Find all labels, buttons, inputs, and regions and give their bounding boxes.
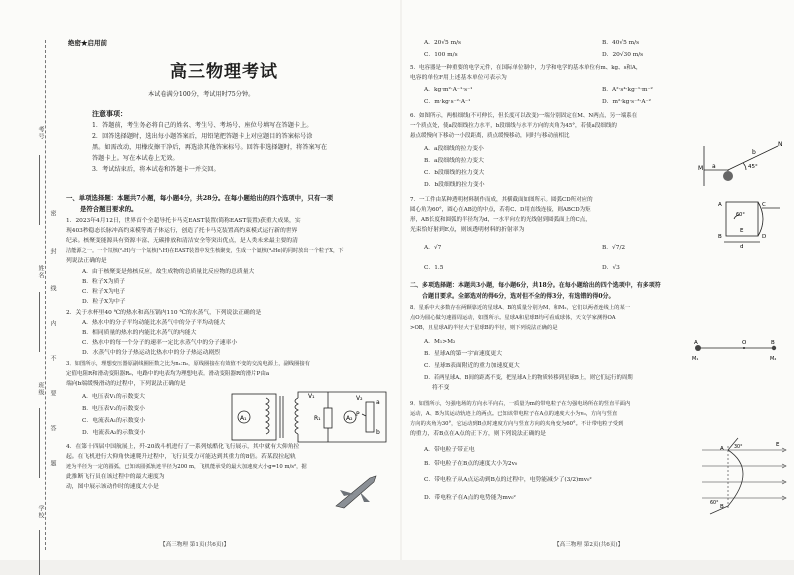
q6-text: 一个质点处，使a段细线拉力水平，b段细线与水平方向的夹角为45°，若使a段细线的 — [410, 123, 617, 129]
xingming-line — [39, 292, 40, 352]
q9-text: 9．如图所示，匀强电场的方向水平向右，一质量为m的带电粒子在匀强电场所在的竖直平面内 — [410, 401, 631, 407]
q9-option: C．带电粒子从A点运动到B点的过程中，电势能减少了(3/2)mv₀² — [424, 477, 592, 483]
q4-option: A．20√5 m/s — [424, 40, 462, 46]
page-footer-left: 【高三物理 第1页(共6页)】 — [160, 542, 230, 548]
q2-text: 2．关于水杯里40 ℃的热水和高压锅内110 ℃的水蒸气，下列说法正确的是 — [66, 310, 262, 316]
q8-option: A．M₁>M₂ — [424, 339, 456, 345]
mass-1-label: M₁ — [692, 356, 699, 362]
seal-dashed-line — [45, 40, 46, 550]
q3-option: A．电压表V₁的示数变大 — [82, 394, 145, 400]
point-b-label: B — [720, 504, 724, 510]
binary-star-figure — [688, 336, 784, 364]
banji-label: 班级 — [37, 382, 44, 396]
length-label: d — [740, 244, 744, 250]
q1-option: B．粒子X为质子 — [82, 279, 126, 285]
q9-option: D．带电粒子在A点的电势能为mv₀² — [424, 495, 516, 501]
q3-text: 定值电阻R和滑动变阻器R₀，电路中的电表均为理想电表。滑动变阻器R的滑片P由a — [66, 371, 270, 377]
q9-text: 运动，A、B为其运动轨迹上的两点。已知该带电粒子在A点的速度大小为v₀，方向与竖直 — [410, 411, 618, 417]
notes-title: 注意事项： — [92, 109, 127, 118]
right-page — [402, 0, 794, 560]
q1-option: D．粒子X为中子 — [82, 299, 126, 305]
section-one-heading: 一、单项选择题：本题共7小题，每小题4分，共28分。在每小题给出的四个选项中，只有一项 — [66, 194, 334, 202]
seal-char: 答 — [49, 425, 56, 432]
point-d-label: D — [762, 234, 767, 240]
q1-option: A．由于核聚变是热核反应，故生成物的总质量比反应物的总质量大 — [82, 269, 255, 275]
q5-text: 5．电容器是一种重要的电学元件，在国际单位制中，力学和电学的基本单位有m、kg、s和A， — [410, 65, 642, 71]
optics-figure — [710, 196, 790, 250]
angle-30-label: 30° — [734, 445, 743, 450]
seal-char: 封 — [49, 248, 56, 255]
seal-char: 题 — [49, 460, 56, 467]
a1-label: A₁ — [240, 415, 247, 422]
seal-char: 线 — [49, 285, 56, 292]
q5-option: C．m·kg·s⁻²·A⁻¹ — [424, 99, 471, 105]
page-title: 高三物理考试 — [170, 62, 278, 82]
q6-option: D．b段细线的拉力变小 — [424, 182, 485, 188]
q1-text: 列说法正确的是 — [66, 258, 107, 264]
b-end-label: b — [376, 429, 380, 436]
a-string-label: a — [712, 163, 716, 170]
mass-2-label: M₂ — [770, 356, 777, 362]
q7-option: C．1.5 — [424, 265, 444, 271]
q8-option: 将不变 — [432, 385, 450, 391]
point-a-label: A — [718, 202, 722, 208]
xuexiao-label: 学校 — [37, 505, 44, 519]
q4-text: 此推断飞行员在该过程中的最大速度为 — [66, 474, 165, 480]
electric-field-figure — [698, 436, 788, 516]
q6-text: 6．如图所示，两根细线(不可伸长，但长度可以改变)一端分别固定在M、N两点，另一端系在 — [410, 113, 638, 119]
q1-text: 现403秒稳态长脉冲高约束模等离子体运行，创造了托卡马克装置高约束模式运行新的世界 — [66, 228, 298, 234]
q1-text: 洁能源之一。一个氘核(²₁H)与一个氚核(³₁H)在EAST装置中发生核聚变，生成一个氦核(⁴₂He)的同时放出一个粒子X，下 — [66, 248, 344, 254]
arc-angle-label: 60° — [736, 212, 745, 218]
star-b-label: B — [771, 340, 775, 346]
q3-option: C．电流表A₁的示数变小 — [82, 418, 146, 424]
q7-text: 圆心角为60°，圆心在AB边的中点，若将C、D用直线连接，则ABCD为矩 — [410, 207, 591, 213]
v2-label: V₂ — [356, 395, 363, 402]
page-footer-right: 【高三物理 第2页(共6页)】 — [554, 542, 624, 548]
field-e-label: E — [776, 442, 780, 448]
angle-60-label: 60° — [710, 501, 719, 506]
q1-option: C．粒子X为电子 — [82, 289, 126, 295]
q4-text: 迹为半径为一定的圆弧，已知该圆弧轨迹半径为200 m，飞机能承受的最大加速度大小g=10 m/s²，据 — [66, 464, 307, 470]
a2-label: A₂ — [346, 415, 353, 422]
q9-option: B．带电粒子在B点的速度大小为2v₀ — [424, 461, 518, 467]
q8-text: >OB，且星球A的半径大于星球B的半径，则下列说法正确的是 — [410, 325, 558, 331]
q6-option: B．a段细线的拉力变大 — [424, 158, 484, 164]
seal-char: 密 — [49, 210, 56, 217]
q9-text: 方向的夹角为30°，它运动到B点时速度方向与竖直方向的夹角变为60°。不计带电粒子受到 — [410, 421, 624, 427]
q4-text: 起。在飞机进行大仰角快速爬升过程中，飞行员受力可能达到其重力的8倍。若某段拉起轨 — [66, 454, 296, 460]
r1-label: R₁ — [314, 415, 321, 422]
section-two-heading: 二、多项选择题：本题共3小题，每小题6分，共18分。在每小题给出的四个选项中，有多项符 — [410, 282, 661, 289]
q4-option: D．20√30 m/s — [602, 52, 644, 58]
q2-option: B．相同质量的热水的内能比水蒸气的内能大 — [82, 330, 197, 336]
q8-option: C．星球B表面附近的重力加速度更大 — [424, 363, 520, 369]
a-end-label: a — [376, 399, 380, 406]
q8-text: 点O为圆心做匀速圆周运动，如图所示。星球A和星球B均可看成球体，天文学家测得OA — [410, 315, 616, 321]
transformer-circuit-figure — [228, 386, 396, 450]
q5-option: D．m²·kg·s⁻³·A⁻² — [602, 99, 651, 105]
q7-option: B．√7/2 — [602, 245, 626, 251]
secret-mark: 绝密★启用前 — [68, 39, 107, 47]
star-a-label: A — [694, 340, 698, 346]
section-two-heading-2: 合题目要求。全部选对的得6分，选对但不全的得3分，有选错的得0分。 — [422, 293, 615, 300]
q9-option: A．带电粒子带正电 — [424, 447, 475, 453]
q7-option: D．√3 — [602, 265, 620, 271]
note-line: 黑。如需改动，用橡皮擦干净后，再选涂其他答案标号。回答非选择题时，将答案写在 — [92, 144, 328, 151]
kaohao-line — [39, 155, 40, 225]
q4-text: 动，图中展示该动作时的速度大小是 — [66, 484, 159, 490]
q6-option: C．b段细线的拉力变大 — [424, 170, 485, 176]
q7-text: 光束恰好射到E点，则该透明材料的折射率为 — [410, 227, 525, 233]
note-line: 3．考试结束后，将本试卷和答题卡一并交回。 — [92, 166, 220, 173]
q3-text: 端向b端缓慢滑动的过程中，下列说法正确的是 — [66, 381, 186, 387]
seal-char: 要 — [49, 390, 56, 397]
m-point-label: M — [698, 165, 704, 172]
xingming-label: 姓名 — [37, 265, 44, 279]
q4-option: B．40√5 m/s — [602, 40, 640, 46]
angle-label: 45° — [748, 164, 758, 170]
point-b-label: B — [718, 234, 722, 240]
point-e-label: E — [740, 228, 744, 234]
jet-figure — [330, 470, 394, 512]
n-point-label: N — [778, 141, 783, 148]
b-string-label: b — [752, 149, 756, 156]
q5-option: B．A²·s⁴·kg⁻¹·m⁻² — [602, 87, 653, 93]
score-note: 本试卷满分100分，考试用时75分钟。 — [148, 91, 255, 98]
string-tension-figure — [698, 140, 790, 192]
binding-margin — [10, 30, 54, 550]
section-one-heading-2: 是符合题目要求的。 — [80, 205, 138, 213]
q6-option: A．a段细线的拉力变小 — [424, 146, 484, 152]
note-line: 2．回答选择题时，选出每小题答案后，用铅笔把答题卡上对应题目的答案标号涂 — [92, 133, 313, 140]
q1-text: 1．2023年4月12日，世界首个全超导托卡马克EAST装置(简称EAST装置)获重大成果，实 — [66, 218, 301, 224]
seal-char: 不 — [49, 355, 56, 362]
q7-option: A．√7 — [424, 245, 442, 251]
q8-option: D．若两星球A、B间的距离不变，把星球A上的物质转移到星球B上，则它们运行的周期 — [424, 375, 633, 381]
q2-option: C．热水中的每一个分子的速率一定比水蒸气中的分子速率小 — [82, 340, 238, 346]
seal-char: 内 — [49, 320, 56, 327]
left-page — [0, 0, 400, 560]
q7-text: 7．一工件由某种透明材料制作而成，其横截面如图所示。圆弧CD所对应的 — [410, 197, 593, 203]
note-line: 1．答题前，考生务必将自己的姓名、考生号、考场号、座位号填写在答题卡上。 — [92, 122, 313, 129]
q8-option: B．星球A的第一宇宙速度更大 — [424, 351, 503, 357]
q3-text: 3．如图所示，理想变压器原副线圈匝数之比为n₁:n₂，原线圈接在有效值不变的交流电源上，副线圈接有 — [66, 361, 310, 367]
point-c-label: C — [762, 202, 766, 208]
q5-text: 电容的单位F用上述基本单位可表示为 — [410, 75, 507, 81]
point-a-label: A — [720, 446, 724, 452]
note-line: 答题卡上。写在本试卷上无效。 — [92, 155, 179, 162]
center-o-label: O — [742, 340, 747, 346]
q4-option: C．100 m/s — [424, 52, 458, 58]
q6-text: 悬点缓慢向下移动一小段距离，质点缓慢移动，同时与移动前相比 — [410, 133, 570, 139]
q4-text: 4．在第十四届中国航展上，歼-20战斗机进行了一系列炫酷化飞行展示，其中就有大仰角拉 — [66, 444, 300, 450]
q7-text: 形，AB长度和圆弧的半径均为d，一水平向左的光线射到圆弧面上的C点， — [410, 217, 591, 223]
q3-option: B．电压表V₂的示数变小 — [82, 406, 145, 412]
xuexiao-line — [39, 530, 40, 575]
q3-option: D．电流表A₂的示数变小 — [82, 430, 146, 436]
q2-option: D．水蒸气中的分子热运动比热水中的分子热运动剧烈 — [82, 350, 220, 356]
p-label: P — [356, 411, 360, 418]
kaohao-label: 考号 — [37, 126, 44, 140]
v1-label: V₁ — [308, 393, 315, 400]
q2-option: A．热水中的分子平均动能比水蒸气中的分子平均动能大 — [82, 320, 226, 326]
banji-line — [39, 408, 40, 478]
q9-text: 的重力，若B点在A点的正下方，则下列说法正确的是 — [410, 431, 546, 437]
q1-text: 纪录。核聚变能源具有资源丰富、无碳排放和清洁安全等突出优点，是人类未来最主要的清 — [66, 238, 298, 244]
q5-option: A．kg·m²·A⁻¹·s⁻¹ — [424, 87, 473, 93]
q8-text: 8．星系中大多数存在两颗靠近的星球A、B的质量分别为M、和M₂，它们以两者连线上的某一 — [410, 305, 631, 311]
